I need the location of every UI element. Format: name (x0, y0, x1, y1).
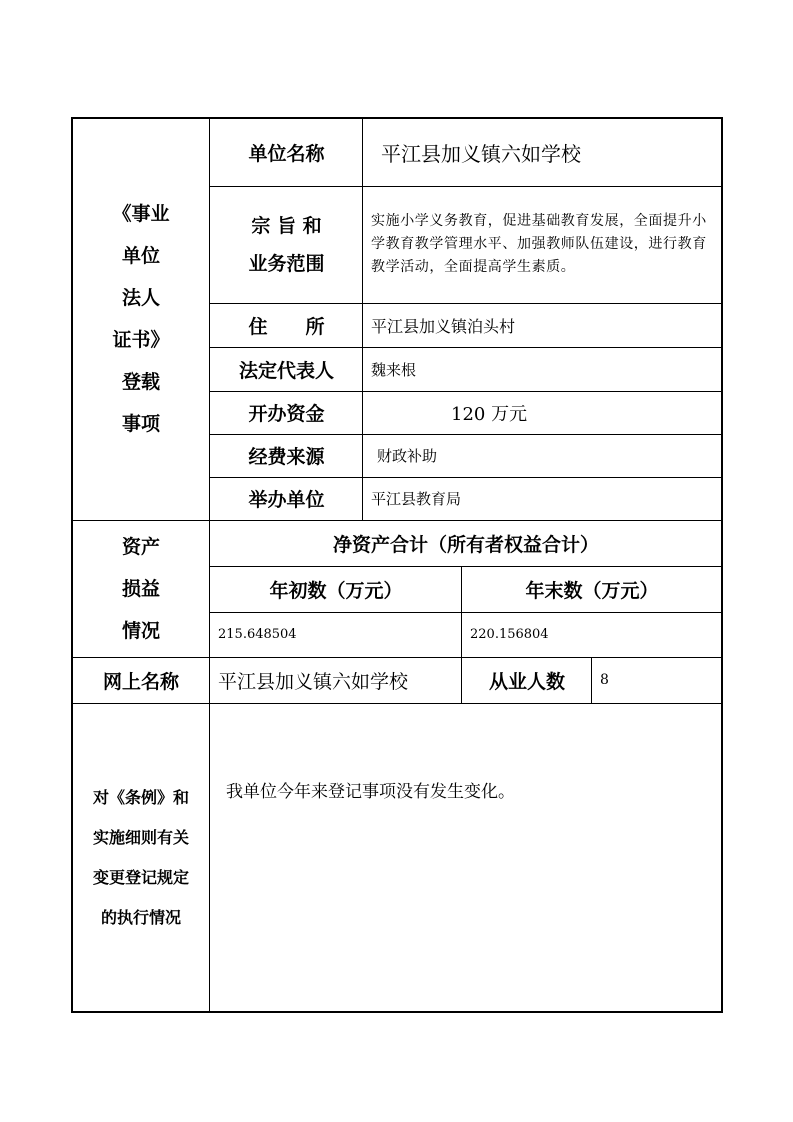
legal-rep-value: 魏来根 (371, 360, 417, 379)
assets-label-line: 损益 (121, 577, 160, 600)
table-border-left (71, 117, 73, 1013)
table-border-bottom (71, 1011, 723, 1013)
net-assets-header: 净资产合计（所有者权益合计） (332, 534, 599, 556)
purpose-label (210, 186, 363, 303)
sponsor-value: 平江县教育局 (371, 490, 462, 508)
start-of-year-value: 215.648504 (218, 627, 297, 642)
column-divider (362, 117, 363, 520)
purpose-label-line: 宗 旨 和 (251, 214, 322, 237)
execution-label-line: 对《条例》和 (92, 787, 189, 807)
registration-items-line: 法人 (121, 287, 160, 309)
end-of-year-label: 年末数（万元） (525, 580, 659, 602)
column-divider (209, 117, 210, 1013)
legal-rep-label: 法定代表人 (238, 359, 334, 382)
row-divider (71, 520, 722, 521)
staff-count-value: 8 (600, 672, 609, 688)
row-divider (209, 612, 722, 613)
registration-items-line: 事项 (121, 413, 160, 435)
address-label: 住 所 (248, 315, 325, 338)
execution-label-line: 的执行情况 (100, 907, 181, 927)
assets-label (72, 520, 210, 657)
capital-label: 开办资金 (248, 403, 325, 425)
row-divider (209, 303, 722, 304)
column-divider (461, 566, 462, 703)
row-divider (71, 657, 722, 658)
table-border-right (721, 117, 723, 1013)
row-divider (209, 477, 722, 478)
registration-items-line: 证书》 (112, 329, 170, 351)
assets-label-line: 资产 (121, 535, 160, 558)
registration-items-line: 登载 (121, 371, 160, 393)
registration-items-line: 《事业 (112, 203, 170, 225)
execution-label-line: 变更登记规定 (92, 867, 189, 887)
execution-label-line: 实施细则有关 (92, 827, 189, 847)
funding-value: 财政补助 (377, 447, 438, 465)
row-divider (209, 347, 722, 348)
execution-label (72, 703, 210, 1012)
column-divider (591, 657, 592, 703)
address-value: 平江县加义镇泊头村 (371, 316, 516, 336)
staff-count-label: 从业人数 (488, 670, 565, 693)
table-border-top (71, 117, 723, 119)
row-divider (209, 566, 722, 567)
row-divider (209, 434, 722, 435)
execution-text: 我单位今年来登记事项没有发生变化。 (226, 781, 515, 802)
purpose-label-line: 业务范围 (248, 252, 325, 275)
online-name-label: 网上名称 (102, 670, 179, 693)
start-of-year-label: 年初数（万元） (269, 580, 403, 602)
funding-label: 经费来源 (248, 446, 325, 468)
capital-value: 120 万元 (451, 403, 528, 425)
row-divider (209, 186, 722, 187)
assets-label-line: 情况 (121, 619, 160, 642)
purpose-value: 实施小学义务教育，促进基础教育发展，全面提升小学教育教学管理水平、加强教师队伍建设，进行教育教学活动，全面提高学生素质。 (371, 213, 707, 275)
row-divider (209, 391, 722, 392)
registration-items-label (72, 118, 210, 520)
registration-items-line: 单位 (121, 245, 160, 267)
unit-name-label: 单位名称 (248, 142, 325, 165)
online-name-value: 平江县加义镇六如学校 (218, 670, 409, 693)
sponsor-label: 举办单位 (248, 489, 325, 511)
unit-name-value: 平江县加义镇六如学校 (381, 141, 581, 166)
row-divider (71, 703, 722, 704)
end-of-year-value: 220.156804 (470, 627, 549, 642)
